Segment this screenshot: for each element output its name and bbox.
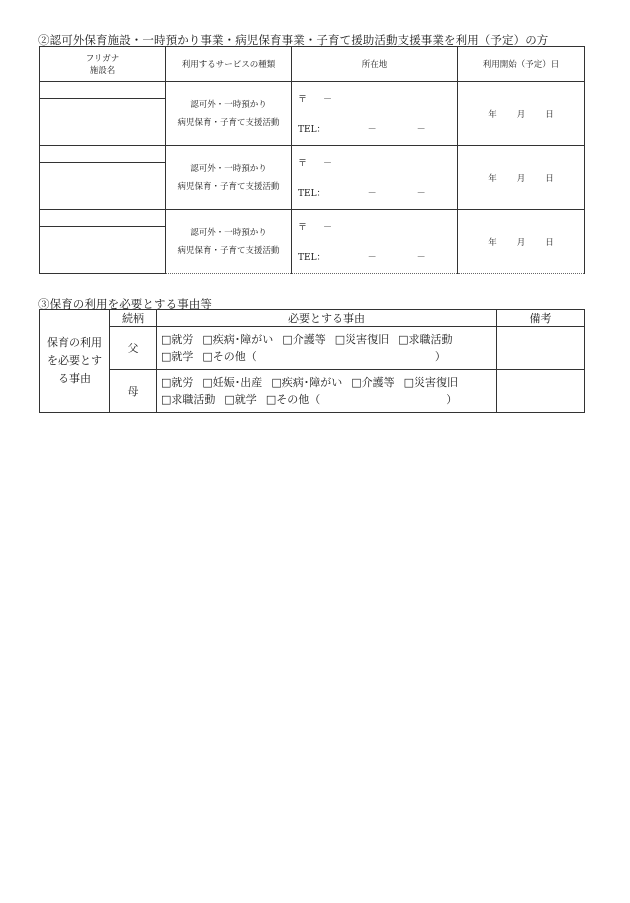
checkbox-option[interactable]: □介護等 xyxy=(282,333,326,346)
remarks-field[interactable] xyxy=(497,370,585,413)
header-facility: 施設名 xyxy=(89,66,116,76)
header-reason: 必要とする事由 xyxy=(157,310,497,327)
zip-line xyxy=(298,156,457,186)
service-type-cell xyxy=(166,146,292,210)
father-reasons-line1 xyxy=(161,331,492,348)
checkbox-option[interactable]: □妊娠･出産 xyxy=(202,376,263,389)
service-line2: 病児保育・子育て支援活動 xyxy=(177,245,280,256)
relation-mother: 母 xyxy=(110,370,157,413)
zip-mark: 〒 xyxy=(298,159,308,169)
zip-line xyxy=(298,220,457,250)
zip-line xyxy=(298,92,457,122)
day-label: 日 xyxy=(545,109,554,120)
start-date-cell[interactable] xyxy=(458,210,585,274)
facility-name-field[interactable] xyxy=(40,99,166,146)
checkbox-option[interactable]: □求職活動 xyxy=(161,393,216,406)
furigana-field[interactable] xyxy=(40,210,166,227)
tel-dash: － xyxy=(367,253,377,263)
checkbox-option[interactable]: □災害復旧 xyxy=(403,376,459,389)
header-facility-name xyxy=(40,47,166,82)
address-cell[interactable] xyxy=(292,146,458,210)
other-close-paren: ） xyxy=(434,350,446,363)
month-label: 月 xyxy=(516,237,526,248)
zip-dash: － xyxy=(323,223,333,233)
zip-dash: － xyxy=(323,95,333,105)
month-label: 月 xyxy=(516,109,526,120)
service-type-cell xyxy=(166,82,292,146)
address-cell[interactable] xyxy=(292,82,458,146)
checkbox-option[interactable]: □就学 xyxy=(224,393,257,406)
furigana-field[interactable] xyxy=(40,146,166,163)
zip-mark: 〒 xyxy=(298,95,308,105)
tel-dash: － xyxy=(367,125,377,135)
header-service: 利用するサービスの種類 xyxy=(166,47,292,82)
mother-reasons xyxy=(157,370,497,413)
tel-label: TEL： xyxy=(298,189,326,199)
purpose-label: 保育の利用を必要とする事由 xyxy=(40,310,110,413)
checkbox-option[interactable]: □疾病･障がい xyxy=(271,376,343,389)
zip-mark: 〒 xyxy=(298,223,308,233)
month-label: 月 xyxy=(516,173,526,184)
year-label: 年 xyxy=(488,173,497,184)
reason-table xyxy=(39,309,585,413)
tel-line xyxy=(298,186,457,199)
section2-title: ②認可外保育施設・一時預かり事業・病児保育事業・子育て援助活動支援事業を利用（予定）の方 xyxy=(38,33,549,47)
tel-label: TEL： xyxy=(298,253,326,263)
facility-name-field[interactable] xyxy=(40,227,166,274)
address-cell[interactable] xyxy=(292,210,458,274)
furigana-field[interactable] xyxy=(40,82,166,99)
year-label: 年 xyxy=(488,109,497,120)
service-line2: 病児保育・子育て支援活動 xyxy=(177,117,280,128)
facility-name-field[interactable] xyxy=(40,163,166,210)
header-furigana: フリガナ xyxy=(85,54,120,64)
start-date-cell[interactable] xyxy=(458,146,585,210)
checkbox-option-other[interactable]: □その他（ xyxy=(265,393,321,406)
service-line1: 認可外・一時預かり xyxy=(190,163,267,174)
tel-dash: － xyxy=(416,189,426,199)
start-date-cell[interactable] xyxy=(458,82,585,146)
service-line2: 病児保育・子育て支援活動 xyxy=(177,181,280,192)
father-reasons-line2 xyxy=(161,348,492,365)
checkbox-option[interactable]: □疾病･障がい xyxy=(202,333,274,346)
service-type-cell xyxy=(166,210,292,274)
header-address: 所在地 xyxy=(292,47,458,82)
zip-dash: － xyxy=(323,159,333,169)
relation-father: 父 xyxy=(110,327,157,370)
section3-title: ③保育の利用を必要とする事由等 xyxy=(38,297,212,311)
tel-dash: － xyxy=(367,189,377,199)
header-start-date: 利用開始（予定）日 xyxy=(458,47,585,82)
checkbox-option[interactable]: □求職活動 xyxy=(398,333,453,346)
checkbox-option[interactable]: □就労 xyxy=(161,376,194,389)
tel-line xyxy=(298,122,457,135)
tel-dash: － xyxy=(416,125,426,135)
checkbox-option-other[interactable]: □その他（ xyxy=(202,350,257,363)
checkbox-option[interactable]: □就学 xyxy=(161,350,194,363)
tel-label: TEL： xyxy=(298,125,326,135)
header-remarks: 備考 xyxy=(497,310,585,327)
father-reasons xyxy=(157,327,497,370)
header-relation: 続柄 xyxy=(110,310,157,327)
mother-reasons-line1 xyxy=(161,374,492,391)
tel-dash: － xyxy=(416,253,426,263)
day-label: 日 xyxy=(545,237,554,248)
year-label: 年 xyxy=(488,237,497,248)
day-label: 日 xyxy=(545,173,554,184)
checkbox-option[interactable]: □就労 xyxy=(161,333,194,346)
other-close-paren: ） xyxy=(446,393,458,406)
service-line1: 認可外・一時預かり xyxy=(190,227,267,238)
checkbox-option[interactable]: □介護等 xyxy=(351,376,395,389)
facility-table xyxy=(39,46,585,274)
remarks-field[interactable] xyxy=(497,327,585,370)
checkbox-option[interactable]: □災害復旧 xyxy=(334,333,390,346)
mother-reasons-line2 xyxy=(161,391,492,408)
service-line1: 認可外・一時預かり xyxy=(190,99,267,110)
tel-line xyxy=(298,250,457,263)
